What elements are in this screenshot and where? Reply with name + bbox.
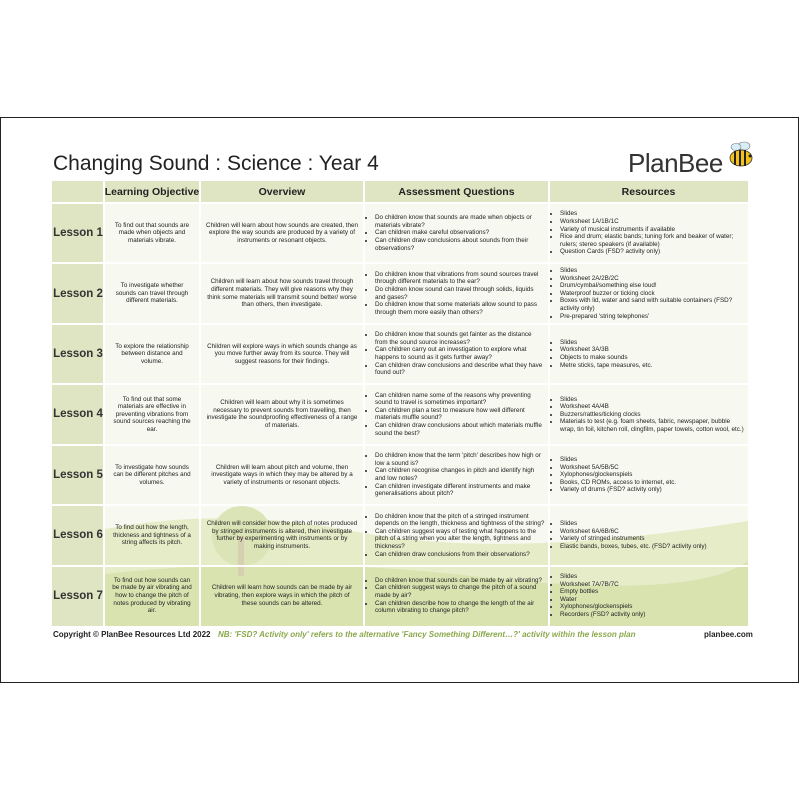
resource-item: • Worksheet 5A/5B/5C <box>560 464 676 472</box>
question-item: • Can children suggest ways of testing what happens to the pitch of a string when you alter the length, tightness and thickness? <box>375 528 545 551</box>
resource-item: • Variety of stringed instruments <box>560 535 707 543</box>
page-title: Changing Sound : Science : Year 4 <box>53 152 379 175</box>
row-divider <box>52 565 748 567</box>
resource-item: • Slides <box>560 520 707 528</box>
question-item: • Can children describe how to change the length of the air column vibrating to change pitch? <box>375 600 545 615</box>
learning-objective-cell: To explore the relationship between distance and volume. <box>115 342 189 365</box>
resources-list <box>552 456 676 494</box>
question-item: • Can children draw conclusions about sounds from their observations? <box>375 237 545 252</box>
question-item: • Can children suggest ways to change the pitch of a sound made by air? <box>375 584 545 599</box>
question-item: • Can children draw conclusions and describe what they have found out? <box>375 362 545 377</box>
questions-list <box>367 271 545 317</box>
learning-objective-cell: To investigate whether sounds can travel through different materials. <box>115 282 189 305</box>
resource-item: • Slides <box>560 396 744 404</box>
assessment-questions-cell <box>364 384 549 444</box>
resource-item: • Slides <box>560 210 744 218</box>
resources-cell <box>549 505 748 565</box>
question-item: • Can children name some of the reasons why preventing sound to travel is sometimes important? <box>375 392 545 407</box>
header-corner <box>52 181 104 203</box>
resource-item: • Worksheet 7A/7B/7C <box>560 581 645 589</box>
resource-item: • Worksheet 6A/6B/6C <box>560 528 707 536</box>
question-item: • Can children draw conclusions from their observations? <box>375 551 545 559</box>
questions-list <box>367 513 545 559</box>
resource-item: • Slides <box>560 267 744 275</box>
question-item: • Do children know that the term 'pitch' describes how high or low a sound is? <box>375 452 545 467</box>
learning-objective-cell: To find out that sounds are made when objects and materials vibrate. <box>114 221 190 244</box>
column-header: Resources <box>549 181 748 203</box>
column-divider <box>548 181 550 626</box>
column-divider <box>103 181 105 626</box>
lesson-label: Lesson 4 <box>52 384 104 444</box>
questions-list <box>367 577 545 615</box>
question-item: • Do children know that vibrations from sound sources travel through different materials to the ear? <box>375 271 545 286</box>
resources-cell <box>549 384 748 444</box>
row-divider <box>52 504 748 506</box>
column-header: Learning Objective <box>104 181 200 203</box>
overview-cell: Children will learn how sounds can be made by air vibrating, then explore ways in which the pitch of these sounds can be altered. <box>211 584 353 607</box>
row-divider <box>52 202 748 204</box>
resource-item: • Worksheet 3A/3B <box>560 346 652 354</box>
fsd-note: NB: 'FSD? Activity only' refers to the alternative 'Fancy Something Different…?' activity within the lesson plan <box>218 630 636 639</box>
resource-item: • Xylophones/glockenspiels <box>560 603 645 611</box>
question-item: • Do children know that the pitch of a stringed instrument depends on the length, thickness and tightness of the string? <box>375 513 545 528</box>
resource-item: • Rice and drum; elastic bands; tuning fork and beaker of water; rulers; stereo speakers (if available) <box>560 233 744 248</box>
copyright-text: Copyright © PlanBee Resources Ltd 2022 <box>53 630 211 639</box>
questions-list <box>367 392 545 438</box>
resources-list <box>552 267 744 320</box>
planbee-logo <box>628 148 723 179</box>
resource-item: • Worksheet 1A/1B/1C <box>560 218 744 226</box>
resource-item: • Slides <box>560 456 676 464</box>
question-item: • Can children make careful observations? <box>375 229 545 237</box>
question-item: • Can children plan a test to measure how well different materials muffle sound? <box>375 407 545 422</box>
resources-list <box>552 573 645 619</box>
lesson-label: Lesson 6 <box>52 505 104 565</box>
questions-list <box>367 331 545 377</box>
resources-cell <box>549 445 748 505</box>
assessment-questions-cell <box>364 203 549 263</box>
column-divider <box>363 181 365 626</box>
assessment-questions-cell <box>364 445 549 505</box>
learning-objective-cell: To find out how the length, thickness and tightness of a string affects its pitch. <box>113 523 191 547</box>
question-item: • Can children carry out an investigation to explore what happens to sound as it gets further away? <box>375 346 545 361</box>
resource-item: • Books, CD ROMs, access to internet, etc. <box>560 479 676 487</box>
logo-text: PlanBee <box>628 148 723 178</box>
lesson-label: Lesson 2 <box>52 263 104 323</box>
overview-cell: Children will explore ways in which sounds change as you move further away from its source. They will suggest reasons for their findings. <box>207 342 357 365</box>
resource-item: • Variety of drums (FSD? activity only) <box>560 486 676 494</box>
assessment-questions-cell <box>364 566 549 626</box>
lesson-label: Lesson 7 <box>52 566 104 626</box>
resource-item: • Boxes with lid, water and sand with suitable containers (FSD? activity only) <box>560 297 744 312</box>
column-header: Overview <box>200 181 364 203</box>
resource-item: • Water <box>560 596 645 604</box>
site-link[interactable]: planbee.com <box>704 630 753 639</box>
assessment-questions-cell <box>364 263 549 323</box>
resources-cell <box>549 203 748 263</box>
row-divider <box>52 262 748 264</box>
column-divider <box>199 181 201 626</box>
overview-cell: Children will learn about how sounds travel through different materials. They will give reasons why they think some materials will transmit sound better/ worse than others, then investigate. <box>207 278 357 309</box>
resources-list <box>552 339 652 369</box>
row-divider <box>52 444 748 446</box>
resource-item: • Elastic bands, boxes, tubes, etc. (FSD? activity only) <box>560 543 707 551</box>
resource-item: • Question Cards (FSD? activity only) <box>560 248 744 256</box>
resource-item: • Waterproof buzzer or ticking clock <box>560 290 744 298</box>
resource-item: • Empty bottles <box>560 588 645 596</box>
overview-cell: Children will consider how the pitch of notes produced by stringed instruments is altered, then investigate further by experimenting with instruments or by making instruments. <box>206 520 358 550</box>
resource-item: • Worksheet 2A/2B/2C <box>560 275 744 283</box>
resources-cell <box>549 566 748 626</box>
resource-item: • Slides <box>560 339 652 347</box>
resource-item: • Pre-prepared 'string telephones' <box>560 313 744 321</box>
question-item: • Do children know that sounds are made when objects or materials vibrate? <box>375 214 545 229</box>
resources-list <box>552 520 707 550</box>
overview-cell: Children will learn about why it is sometimes necessary to prevent sounds from travelling, then investigate the soundproofing effectiveness of a range of materials. <box>206 399 358 430</box>
question-item: • Do children know that sounds can be made by air vibrating? <box>375 577 545 585</box>
row-divider <box>52 323 748 325</box>
assessment-questions-cell <box>364 505 549 565</box>
lesson-label: Lesson 1 <box>52 203 104 263</box>
resource-item: • Variety of musical instruments if available <box>560 226 744 234</box>
resource-item: • Slides <box>560 573 645 581</box>
question-item: • Can children draw conclusions about which materials muffle sound the best? <box>375 422 545 437</box>
resource-item: • Xylophones/glockenspiels <box>560 471 676 479</box>
resources-cell <box>549 324 748 384</box>
resource-item: • Worksheet 4A/4B <box>560 403 744 411</box>
resource-item: • Materials to test (e.g. foam sheets, fabric, newspaper, bubble wrap, tin foil, kitchen roll, clingfilm, paper towels, cotton wool, etc.) <box>560 418 744 433</box>
learning-objective-cell: To find out that some materials are effective in preventing vibrations from sound sources reaching the ear. <box>113 395 191 433</box>
learning-objective-cell: To investigate how sounds can be different pitches and volumes. <box>113 463 191 486</box>
question-item: • Do children know sound can travel through solids, liquids and gases? <box>375 286 545 301</box>
resource-item: • Drum/cymbal/something else loud! <box>560 282 744 290</box>
column-header: Assessment Questions <box>364 181 549 203</box>
row-divider <box>52 383 748 385</box>
resource-item: • Buzzers/rattles/ticking clocks <box>560 411 744 419</box>
question-item: • Do children know that some materials allow sound to pass through them more easily than others? <box>375 301 545 316</box>
learning-objective-cell: To find out how sounds can be made by air vibrating and how to change the pitch of notes produced by vibrating air. <box>112 576 192 615</box>
overview-cell: Children will learn about pitch and volume, then investigate ways in which they may be altered by a variety of instruments or resonant objects. <box>211 463 353 486</box>
lesson-table <box>52 181 748 626</box>
assessment-questions-cell <box>364 324 549 384</box>
question-item: • Do children know that sounds get fainter as the distance from the sound source increases? <box>375 331 545 346</box>
question-item: • Can children recognise changes in pitch and identify high and low notes? <box>375 467 545 482</box>
lesson-label: Lesson 5 <box>52 445 104 505</box>
question-item: • Can children investigate different instruments and make generalisations about pitch? <box>375 483 545 498</box>
resources-cell <box>549 263 748 323</box>
resources-list <box>552 210 744 256</box>
overview-cell: Children will learn about how sounds are created, then explore the way sounds are produced by a variety of instruments or resonant objects. <box>206 221 358 244</box>
resource-item: • Recorders (FSD? activity only) <box>560 611 645 619</box>
resources-list <box>552 396 744 434</box>
resource-item: • Metre sticks, tape measures, etc. <box>560 362 652 370</box>
questions-list <box>367 452 545 498</box>
questions-list <box>367 214 545 252</box>
lesson-label: Lesson 3 <box>52 324 104 384</box>
bee-icon <box>724 138 758 172</box>
resource-item: • Objects to make sounds <box>560 354 652 362</box>
